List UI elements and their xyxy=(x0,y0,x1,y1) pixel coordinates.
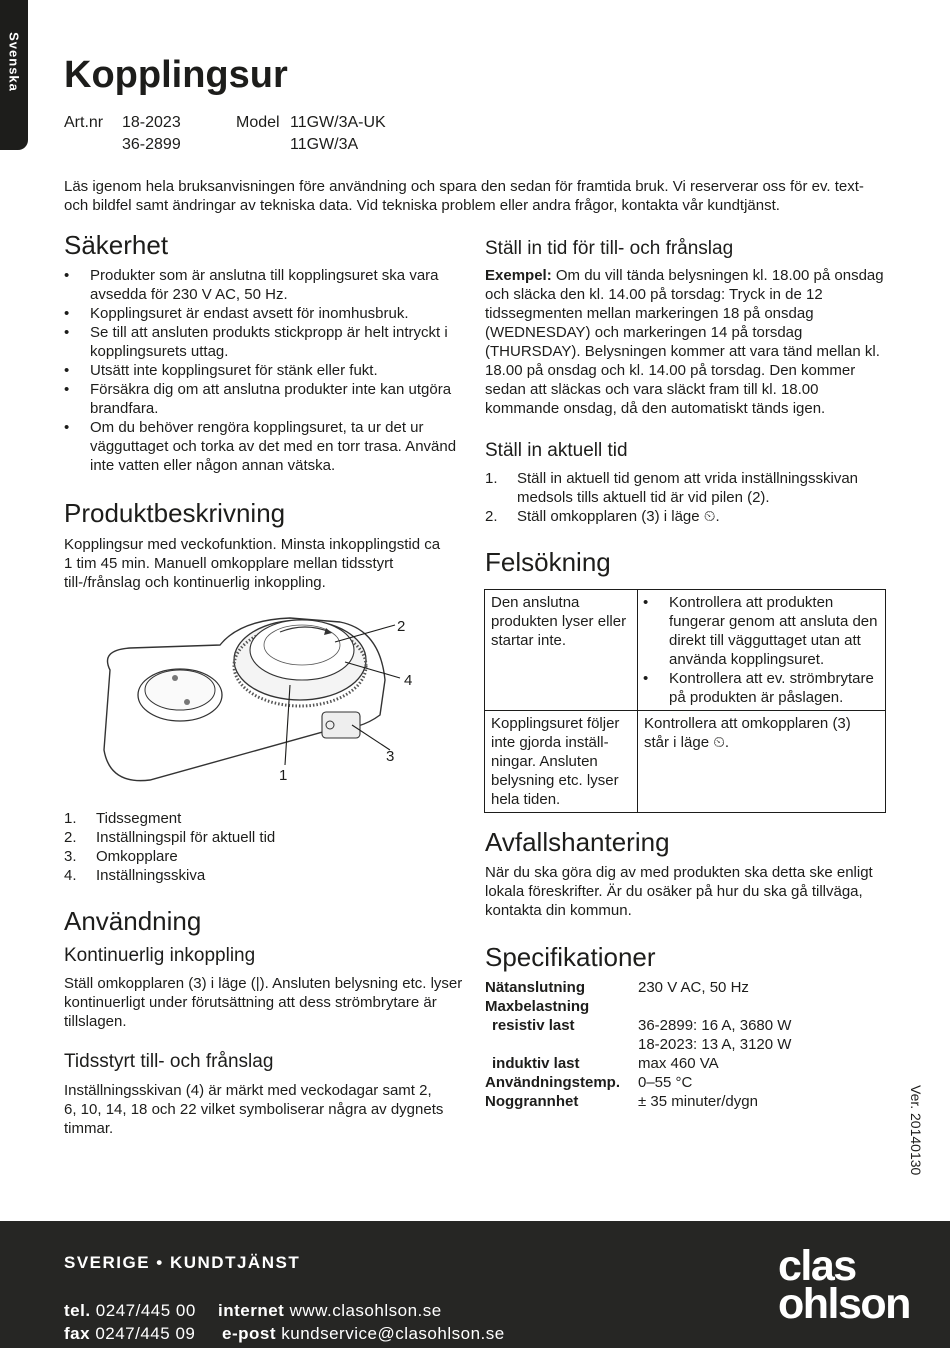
callout-3: 3 xyxy=(386,748,395,765)
list-item: • Utsätt inte kopplingsuret för stänk eller fukt. xyxy=(64,361,464,380)
callout-4: 4 xyxy=(404,672,413,689)
tel-number: 0247/445 00 xyxy=(95,1301,196,1320)
solution-cell: Kontrollera att omkopplaren (3) står i läge ⏲. xyxy=(638,711,886,813)
clas-ohlson-logo: clas ohlson xyxy=(778,1242,910,1328)
model-label: Model xyxy=(236,114,280,131)
list-item: 1. Ställ in aktuell tid genom att vrida inställningsskivan medsols tills aktuell tid är vid pilen (2). xyxy=(485,470,859,506)
product-illustration xyxy=(90,600,430,800)
tidsstyrt-text: Inställningsskivan (4) är märkt med veckodagar samt 2, 6, 10, 14, 18 och 22 vilket symboliserar några av dygnets timmar. xyxy=(64,1082,444,1137)
table-row xyxy=(485,590,886,711)
table-row xyxy=(485,711,886,813)
callout-1: 1 xyxy=(279,767,288,784)
list-item: • Produkter som är anslutna till kopplingsuret ska vara avsedda för 230 V AC, 50 Hz. xyxy=(64,266,464,304)
epost-label: e-post xyxy=(222,1324,276,1343)
language-tab xyxy=(0,0,28,150)
parts-list xyxy=(64,809,464,885)
art-nr-1: 18-2023 xyxy=(122,114,181,131)
heading-felsokning: Felsökning xyxy=(485,547,611,577)
epost-link[interactable]: kundservice@clasohlson.se xyxy=(281,1324,505,1343)
list-item: • Om du behöver rengöra kopplingsuret, ta ur det ur vägguttaget och torka av det med en torr trasa. Använd inte vatten eller någon annan vätska. xyxy=(64,418,464,475)
list-item: 1. Tidssegment xyxy=(64,810,182,827)
aktuell-list xyxy=(485,469,885,526)
heading-sakerhet: Säkerhet xyxy=(64,230,169,260)
footer-tel-line xyxy=(64,1301,196,1321)
model-1: 11GW/3A-UK xyxy=(290,114,386,131)
language-tab-label: Svenska xyxy=(6,32,22,92)
intro-text: Läs igenom hela bruksanvisningen före användning och spara den sedan för framtida bruk. Vi reserverar oss för ev. text- och bildfel samt ändringar av tekniska data. Vid tekniska problem eller andra frågor, kontakta vår kundtjänst. xyxy=(64,178,864,214)
art-label: Art.nr xyxy=(64,114,104,131)
list-item: 2. Inställningspil för aktuell tid xyxy=(64,829,276,846)
heading-produktbeskrivning: Produktbeskrivning xyxy=(64,498,286,528)
list-item: • Kopplingsuret är endast avsett för inomhusbruk. xyxy=(64,304,464,323)
heading-avfall: Avfallshantering xyxy=(485,827,670,857)
kontinuerlig-text: Ställ omkopplaren (3) i läge (|). Ansluten belysning etc. lyser kontinuerligt under förutsättning att dess strömbrytare är tillslagen. xyxy=(64,975,463,1030)
problem-cell: Kopplingsuret följer inte gjorda inställ-ningar. Ansluten belysning etc. lyser hela tiden. xyxy=(485,711,638,813)
produkt-text: Kopplingsur med veckofunktion. Minsta inkopplingstid ca 1 tim 45 min. Manuell omkopplare mellan tidsstyrt till-/frånslag och kontinuerlig inkoppling. xyxy=(64,536,441,591)
fax-label: fax xyxy=(64,1324,91,1343)
footer xyxy=(0,1221,950,1348)
list-item: 3. Omkopplare xyxy=(64,848,178,865)
internet-label: internet xyxy=(218,1301,285,1320)
list-item: 4. Inställningsskiva xyxy=(64,867,206,884)
version-label: Ver. 20140130 xyxy=(908,1085,924,1176)
example-label: Exempel: xyxy=(485,267,552,284)
sakerhet-list xyxy=(64,266,464,475)
avfall-text: När du ska göra dig av med produkten ska detta ske enligt lokala föreskrifter. Är du osäker på hur du ska gå tillväga, kontakta din kommun. xyxy=(485,864,873,919)
heading-anvandning: Användning xyxy=(64,906,202,936)
list-item: • Kontrollera att produkten fungerar genom att ansluta den direkt till vägguttaget utan att använda kopplingsuret. xyxy=(643,593,879,669)
footer-title: SVERIGE • KUNDTJÄNST xyxy=(64,1253,301,1272)
felsokning-table xyxy=(484,589,886,813)
model-2: 11GW/3A xyxy=(290,136,359,153)
heading-stall-tid: Ställ in tid för till- och frånslag xyxy=(485,238,734,259)
art-nr-2: 36-2899 xyxy=(122,136,181,153)
specs-table: Nätanslutning 230 V AC, 50 Hz Maxbelastning resistiv last 36-2899: 16 A, 3680 W 18-2023: 13 A, 3120 W induktiv last max 460 VA Användningstemp. 0–55 °C Noggrannhet ± 35 minuter/dygn xyxy=(485,979,792,1110)
internet-link[interactable]: www.clasohlson.se xyxy=(289,1301,442,1320)
list-item: • Försäkra dig om att anslutna produkter inte kan utgöra brandfara. xyxy=(64,380,464,418)
problem-cell: Den anslutna produkten lyser eller startar inte. xyxy=(485,590,638,711)
solution-cell xyxy=(638,590,886,711)
footer-epost-line xyxy=(222,1324,505,1344)
callout-2: 2 xyxy=(397,618,406,635)
page-title: Kopplingsur xyxy=(64,54,288,96)
list-item: 2. Ställ omkopplaren (3) i läge ⏲. xyxy=(485,508,720,525)
heading-tidsstyrt: Tidsstyrt till- och frånslag xyxy=(64,1051,274,1072)
tel-label: tel. xyxy=(64,1301,91,1320)
list-item: • Se till att ansluten produkts stickpropp är helt intryckt i kopplingsurets uttag. xyxy=(64,323,464,361)
footer-fax-line xyxy=(64,1324,195,1344)
heading-kontinuerlig: Kontinuerlig inkoppling xyxy=(64,945,256,966)
stall-tid-text xyxy=(485,266,885,418)
heading-specifikationer: Specifikationer xyxy=(485,942,656,972)
fax-number: 0247/445 09 xyxy=(95,1324,196,1343)
example-text: Om du vill tända belysningen kl. 18.00 på onsdag och släcka den kl. 14.00 på torsdag: Tryck in de 12 tidssegmenten mellan markeringen 18 på onsdag (WEDNESDAY) och markeringen 14 på torsdag (THURSDAY). Belysningen kommer att vara tänd mellan kl. 18.00 på onsdag och kl. 14.00 på torsdag. Den kommer sedan att släckas och vara släckt fram till kl. 18.00 kommande onsdag, då den automatiskt tänds igen. xyxy=(485,267,884,417)
footer-internet-line xyxy=(218,1301,442,1321)
heading-aktuell-tid: Ställ in aktuell tid xyxy=(485,440,628,461)
list-item: • Kontrollera att ev. strömbrytare på produkten är påslagen. xyxy=(643,669,879,707)
